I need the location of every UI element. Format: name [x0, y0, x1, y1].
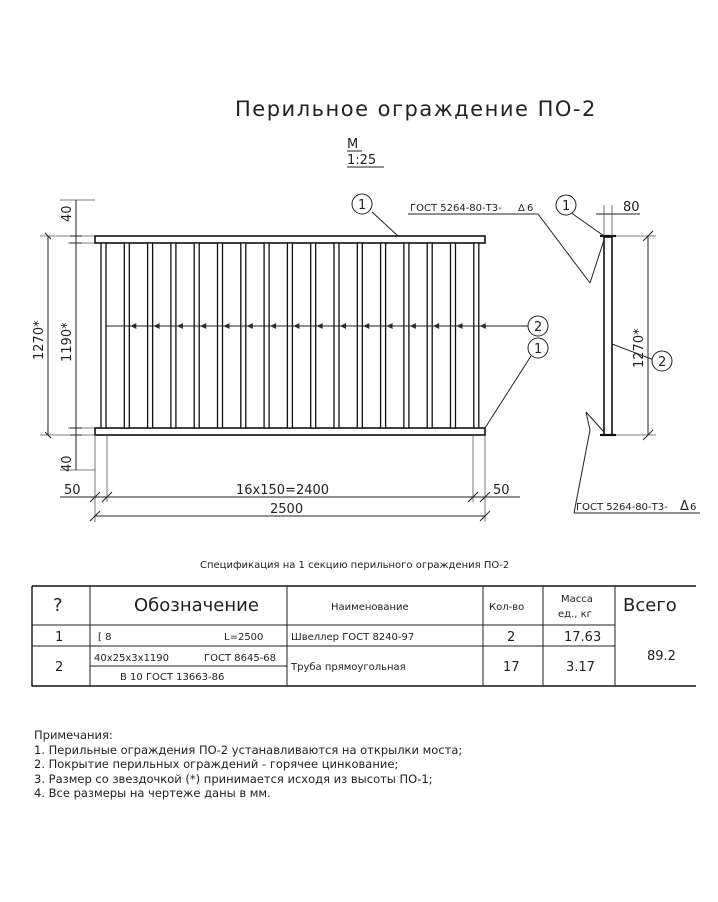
post-tube — [124, 243, 129, 428]
header-mass-line2: ед., кг — [558, 609, 592, 620]
callout-2-side: 2 — [658, 355, 667, 370]
note-3: 3. Размер со звездочкой (*) принимается исходя из высоты ПО-1; — [34, 771, 433, 786]
row1-mass: 17.63 — [564, 630, 602, 645]
post-tube — [171, 243, 176, 428]
row1-designation-a: [ 8 — [98, 632, 112, 643]
scale-value: 1:25 — [347, 153, 377, 168]
note-2: 2. Покрытие перильных ограждений - горячее цинкование; — [34, 757, 399, 772]
dim-side-height: 1270* — [632, 328, 647, 368]
row2-mass: 3.17 — [566, 660, 595, 675]
dim-right-end: 50 — [493, 483, 510, 498]
dim-side-width: 80 — [623, 200, 640, 215]
header-pos: ? — [53, 595, 63, 616]
post-tube — [311, 243, 316, 428]
row1-name: Швеллер ГОСТ 8240-97 — [291, 632, 415, 643]
post-tube — [101, 243, 106, 428]
dim-spacing: 16x150=2400 — [236, 483, 330, 498]
callout-1-bottom: 1 — [534, 342, 543, 357]
post-tube — [194, 243, 199, 428]
post-tube — [451, 243, 456, 428]
scale-label: М — [347, 137, 359, 152]
note-1: 1. Перильные ограждения ПО-2 устанавливаются на открылки моста; — [34, 742, 463, 757]
post-tube — [381, 243, 386, 428]
post-tube — [241, 243, 246, 428]
post-tube — [148, 243, 153, 428]
post-tube — [287, 243, 292, 428]
row2-pos: 2 — [55, 660, 64, 675]
dim-height-inner: 1190* — [60, 322, 75, 362]
bottom-channel — [95, 428, 485, 435]
dim-left-end: 50 — [64, 483, 81, 498]
header-mass-line1: Масса — [561, 594, 593, 605]
left-dimensions — [32, 200, 95, 472]
callout-2-front: 2 — [534, 320, 543, 335]
post-tube — [357, 243, 362, 428]
weld-note-top: ГОСТ 5264-80-Т3- — [410, 203, 502, 214]
row2-designation-c: В 10 ГОСТ 13663-86 — [120, 672, 225, 683]
dim-length: 2500 — [270, 502, 304, 517]
post-tube — [404, 243, 409, 428]
row1-designation-b: L=2500 — [224, 632, 264, 643]
spec-caption: Спецификация на 1 секцию перильного ограждения ПО-2 — [200, 560, 510, 571]
weld-triangle-top: Δ — [518, 203, 525, 214]
row2-designation-a: 40x25x3x1190 — [94, 653, 170, 664]
row1-qty: 2 — [507, 630, 516, 645]
callout-1-top: 1 — [358, 198, 367, 213]
header-designation: Обозначение — [134, 595, 259, 616]
dim-bottom-40: 40 — [60, 455, 75, 472]
front-view — [95, 236, 528, 435]
post-tube — [264, 243, 269, 428]
post-tube — [334, 243, 339, 428]
post-tube — [474, 243, 479, 428]
row2-designation-b: ГОСТ 8645-68 — [204, 653, 277, 664]
weld-size-top: 6 — [527, 203, 534, 214]
bottom-dimensions — [60, 435, 520, 522]
drawing-title: Перильное ограждение ПО-2 — [235, 97, 597, 121]
note-4: 4. Все размеры на чертеже даны в мм. — [34, 786, 271, 801]
callout-1-side: 1 — [562, 199, 571, 214]
dim-height-total: 1270* — [32, 320, 47, 360]
spec-table — [32, 586, 696, 686]
total-value: 89.2 — [647, 649, 676, 664]
header-total: Всего — [623, 595, 677, 616]
post-tube — [427, 243, 432, 428]
weld-triangle-bottom: Δ — [680, 499, 689, 514]
post-tube — [218, 243, 223, 428]
dim-top-40: 40 — [60, 205, 75, 222]
row1-pos: 1 — [55, 630, 64, 645]
weld-note-bottom: ГОСТ 5264-80-Т3- — [576, 502, 668, 513]
row2-qty: 17 — [503, 660, 520, 675]
notes-block — [34, 728, 462, 801]
side-post — [604, 237, 612, 435]
vertical-posts — [101, 243, 479, 428]
row2-name: Труба прямоугольная — [291, 662, 406, 673]
notes-heading: Примечания: — [34, 728, 113, 742]
side-view — [556, 195, 672, 440]
top-channel — [95, 236, 485, 243]
weld-size-bottom: 6 — [690, 502, 697, 513]
header-qty: Кол-во — [489, 602, 525, 613]
header-name: Наименование — [331, 602, 409, 613]
